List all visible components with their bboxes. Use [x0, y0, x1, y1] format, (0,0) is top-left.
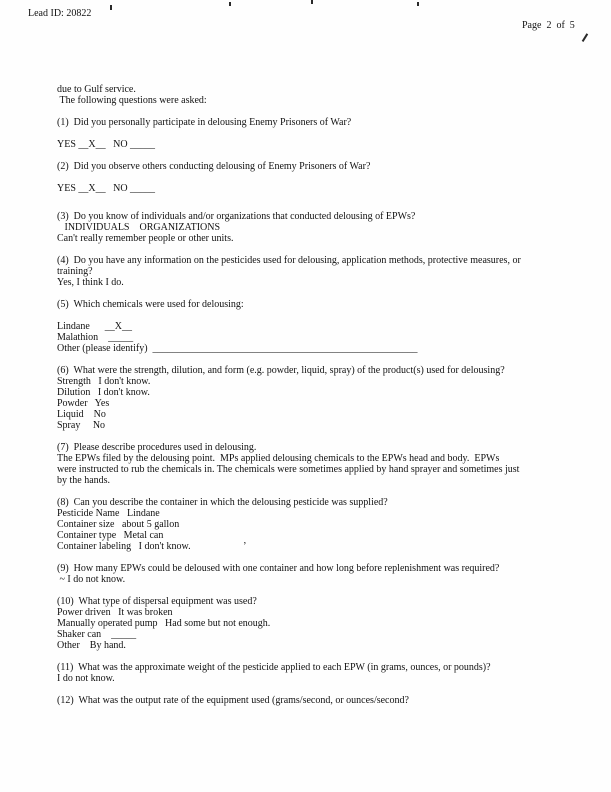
text-line: (12) What was the output rate of the equipment used (grams/second, or ounces/second? [57, 694, 409, 706]
text-line: (9) How many EPWs could be deloused with one container and how long before replenishment was required? [57, 562, 500, 574]
text-line: Lindane __X__ [57, 320, 132, 332]
text-line: (3) Do you know of individuals and/or organizations that conducted delousing of EPWs? [57, 210, 416, 222]
text-line: Liquid No [57, 408, 106, 420]
text-line: I do not know. [57, 672, 115, 684]
text-line: YES __X__ NO _____ [57, 139, 156, 150]
text-line: due to Gulf service. [57, 84, 136, 95]
text-line: The following questions were asked: [57, 95, 207, 106]
scan-artifact [582, 33, 588, 41]
text-line: were instructed to rub the chemicals in. The chemicals were sometimes applied by hand sprayer and sometimes just [57, 463, 520, 475]
text-line: ~ I do not know. [57, 573, 126, 585]
text-line: Powder Yes [57, 397, 110, 409]
scan-artifact [110, 5, 112, 10]
scan-artifact [417, 2, 419, 6]
text-line: Other By hand. [57, 639, 126, 651]
text-line: (10) What type of dispersal equipment was used? [57, 595, 257, 607]
text-line: Other (please identify) _____________________________________________________ [57, 342, 418, 354]
text-line: (8) Can you describe the container in which the delousing pesticide was supplied? [57, 496, 388, 508]
text-line: Malathion _____ [57, 331, 134, 343]
scan-artifact [229, 2, 231, 6]
text-line: Manually operated pump Had some but not enough. [57, 617, 271, 629]
text-line: The EPWs filed by the delousing point. MPs applied delousing chemicals to the EPWs head and body. EPWs [57, 452, 500, 464]
text-line: Can't really remember people or other units. [57, 232, 234, 244]
text-line: (7) Please describe procedures used in delousing. [57, 441, 257, 453]
text-line: Container size about 5 gallon [57, 518, 180, 530]
text-line: Container labeling I don't know. ’ [57, 540, 247, 552]
text-line: (11) What was the approximate weight of the pesticide applied to each EPW (in grams, ounces, or pounds)? [57, 661, 491, 673]
text-line: Shaker can _____ [57, 628, 137, 640]
text-line: Container type Metal can [57, 529, 164, 541]
scan-artifact [311, 0, 313, 4]
text-line: YES __X__ NO _____ [57, 183, 156, 194]
text-line: (5) Which chemicals were used for delousing: [57, 298, 244, 310]
text-line: Dilution I don't know. [57, 386, 150, 398]
text-line: training? [57, 265, 93, 277]
text-line: Strength I don't know. [57, 375, 151, 387]
text-line: INDIVIDUALS ORGANIZATIONS [57, 221, 221, 233]
text-line: Yes, I think I do. [57, 276, 124, 288]
document-body [57, 84, 585, 706]
text-line: Power driven It was broken [57, 606, 173, 618]
page-number-label: Page 2 of 5 [522, 20, 575, 31]
lead-id-label: Lead ID: 20822 [28, 8, 92, 19]
text-line: (4) Do you have any information on the pesticides used for delousing, application methods, protective measures, or [57, 254, 521, 266]
text-line: by the hands. [57, 474, 111, 486]
text-line: Pesticide Name Lindane [57, 507, 160, 519]
text-line: (1) Did you personally participate in delousing Enemy Prisoners of War? [57, 117, 352, 128]
text-line: Spray No [57, 419, 106, 431]
text-line: (2) Did you observe others conducting delousing of Enemy Prisoners of War? [57, 161, 371, 172]
text-line: (6) What were the strength, dilution, and form (e.g. powder, liquid, spray) of the product(s) used for delousing? [57, 364, 505, 376]
